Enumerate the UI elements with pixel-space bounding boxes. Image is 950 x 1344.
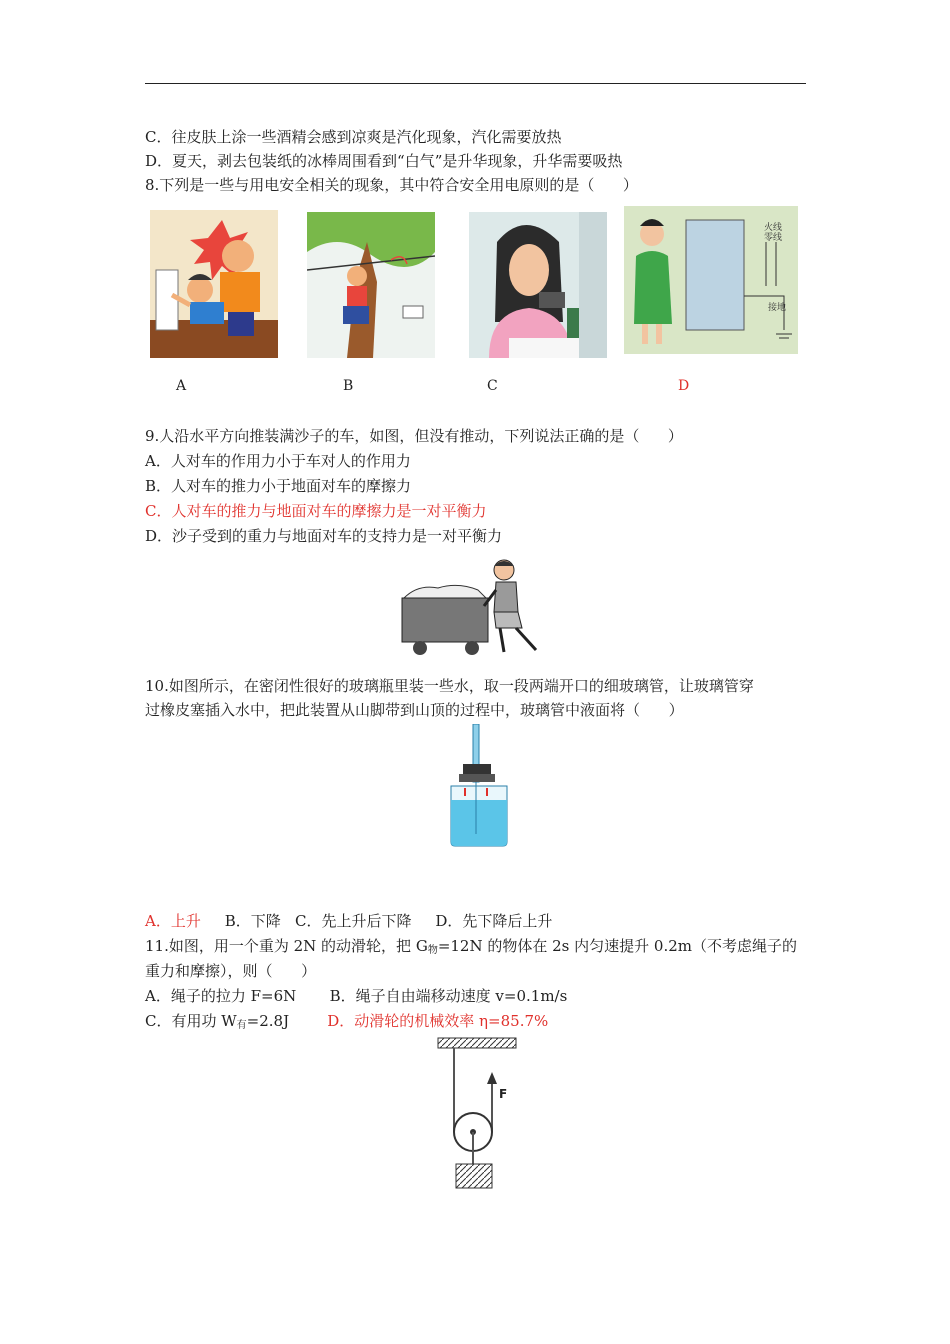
q11-options-ab [145, 986, 567, 1006]
q11-stem-line1: 11.如图，用一个重为 2N 的动滑轮，把 $G_物=12N$ 的物体在 2s 内匀速提升 0.2m（不考虑绳子的 [145, 937, 797, 956]
q10-option-a: A．上升 [145, 912, 201, 930]
q10-options [145, 911, 552, 931]
q10-option-b: B．下降 [224, 912, 281, 930]
q8-label-b: B [343, 378, 354, 394]
q7-option-d: D．夏天，剥去包装纸的冰棒周围看到“白气”是升华现象，升华需要吸热 [145, 152, 623, 170]
q8-image-d [624, 206, 798, 354]
q8-label-c: C [487, 378, 498, 394]
q10-stem-line1: 10.如图所示，在密闭性很好的玻璃瓶里装一些水，取一段两端开口的细玻璃管，让玻璃管穿 [145, 677, 754, 695]
q11-option-a: A．绳子的拉力 F=6N [145, 987, 297, 1005]
q10-bottle-image [443, 724, 515, 848]
q9-option-a: A．人对车的作用力小于车对人的作用力 [145, 452, 411, 470]
q8-label-d: D [678, 378, 690, 394]
q11-option-d: D．动滑轮的机械效率 η=85.7% [327, 1012, 549, 1030]
q8-image-c [469, 212, 607, 358]
q11-options-cd [145, 1011, 548, 1036]
q8-stem: 8.下列是一些与用电安全相关的现象，其中符合安全用电原则的是（ ） [145, 176, 638, 194]
q9-option-d: D．沙子受到的重力与地面对车的支持力是一对平衡力 [145, 527, 503, 545]
q11-stem-line2: 重力和摩擦），则（ ） [145, 962, 317, 980]
q8-d-label-hot: 火线 [764, 223, 783, 233]
q9-stem: 9.人沿水平方向推装满沙子的车，如图，但没有推动，下列说法正确的是（ ） [145, 427, 683, 445]
q9-option-c: C．人对车的推力与地面对车的摩擦力是一对平衡力 [145, 502, 487, 520]
q8-d-label-neutral: 零线 [764, 233, 783, 243]
q10-stem-line2: 过橡皮塞插入水中，把此装置从山脚带到山顶的过程中，玻璃管中液面将（ ） [145, 701, 684, 719]
q9-option-b: B．人对车的推力小于地面对车的摩擦力 [145, 477, 412, 495]
q9-cart-image [398, 556, 556, 662]
header-rule [145, 83, 806, 84]
q11-pulley-image [436, 1034, 526, 1194]
q7-option-c: C．往皮肤上涂一些酒精会感到凉爽是汽化现象，汽化需要放热 [145, 128, 562, 146]
q8-d-label-ground: 接地 [768, 303, 787, 313]
q8-image-b [307, 212, 435, 358]
q8-label-a: A [176, 378, 187, 394]
q10-option-d: D．先下降后上升 [435, 912, 553, 930]
q11-option-c: C．有用功 $W_有=2.8J$ [145, 1012, 290, 1031]
q11-option-b: B．绳子自由端移动速度 v=0.1m/s [329, 987, 568, 1005]
q8-image-a [150, 210, 278, 358]
q10-option-c: C．先上升后下降 [295, 912, 412, 930]
q11-force-label: F [499, 1087, 508, 1101]
